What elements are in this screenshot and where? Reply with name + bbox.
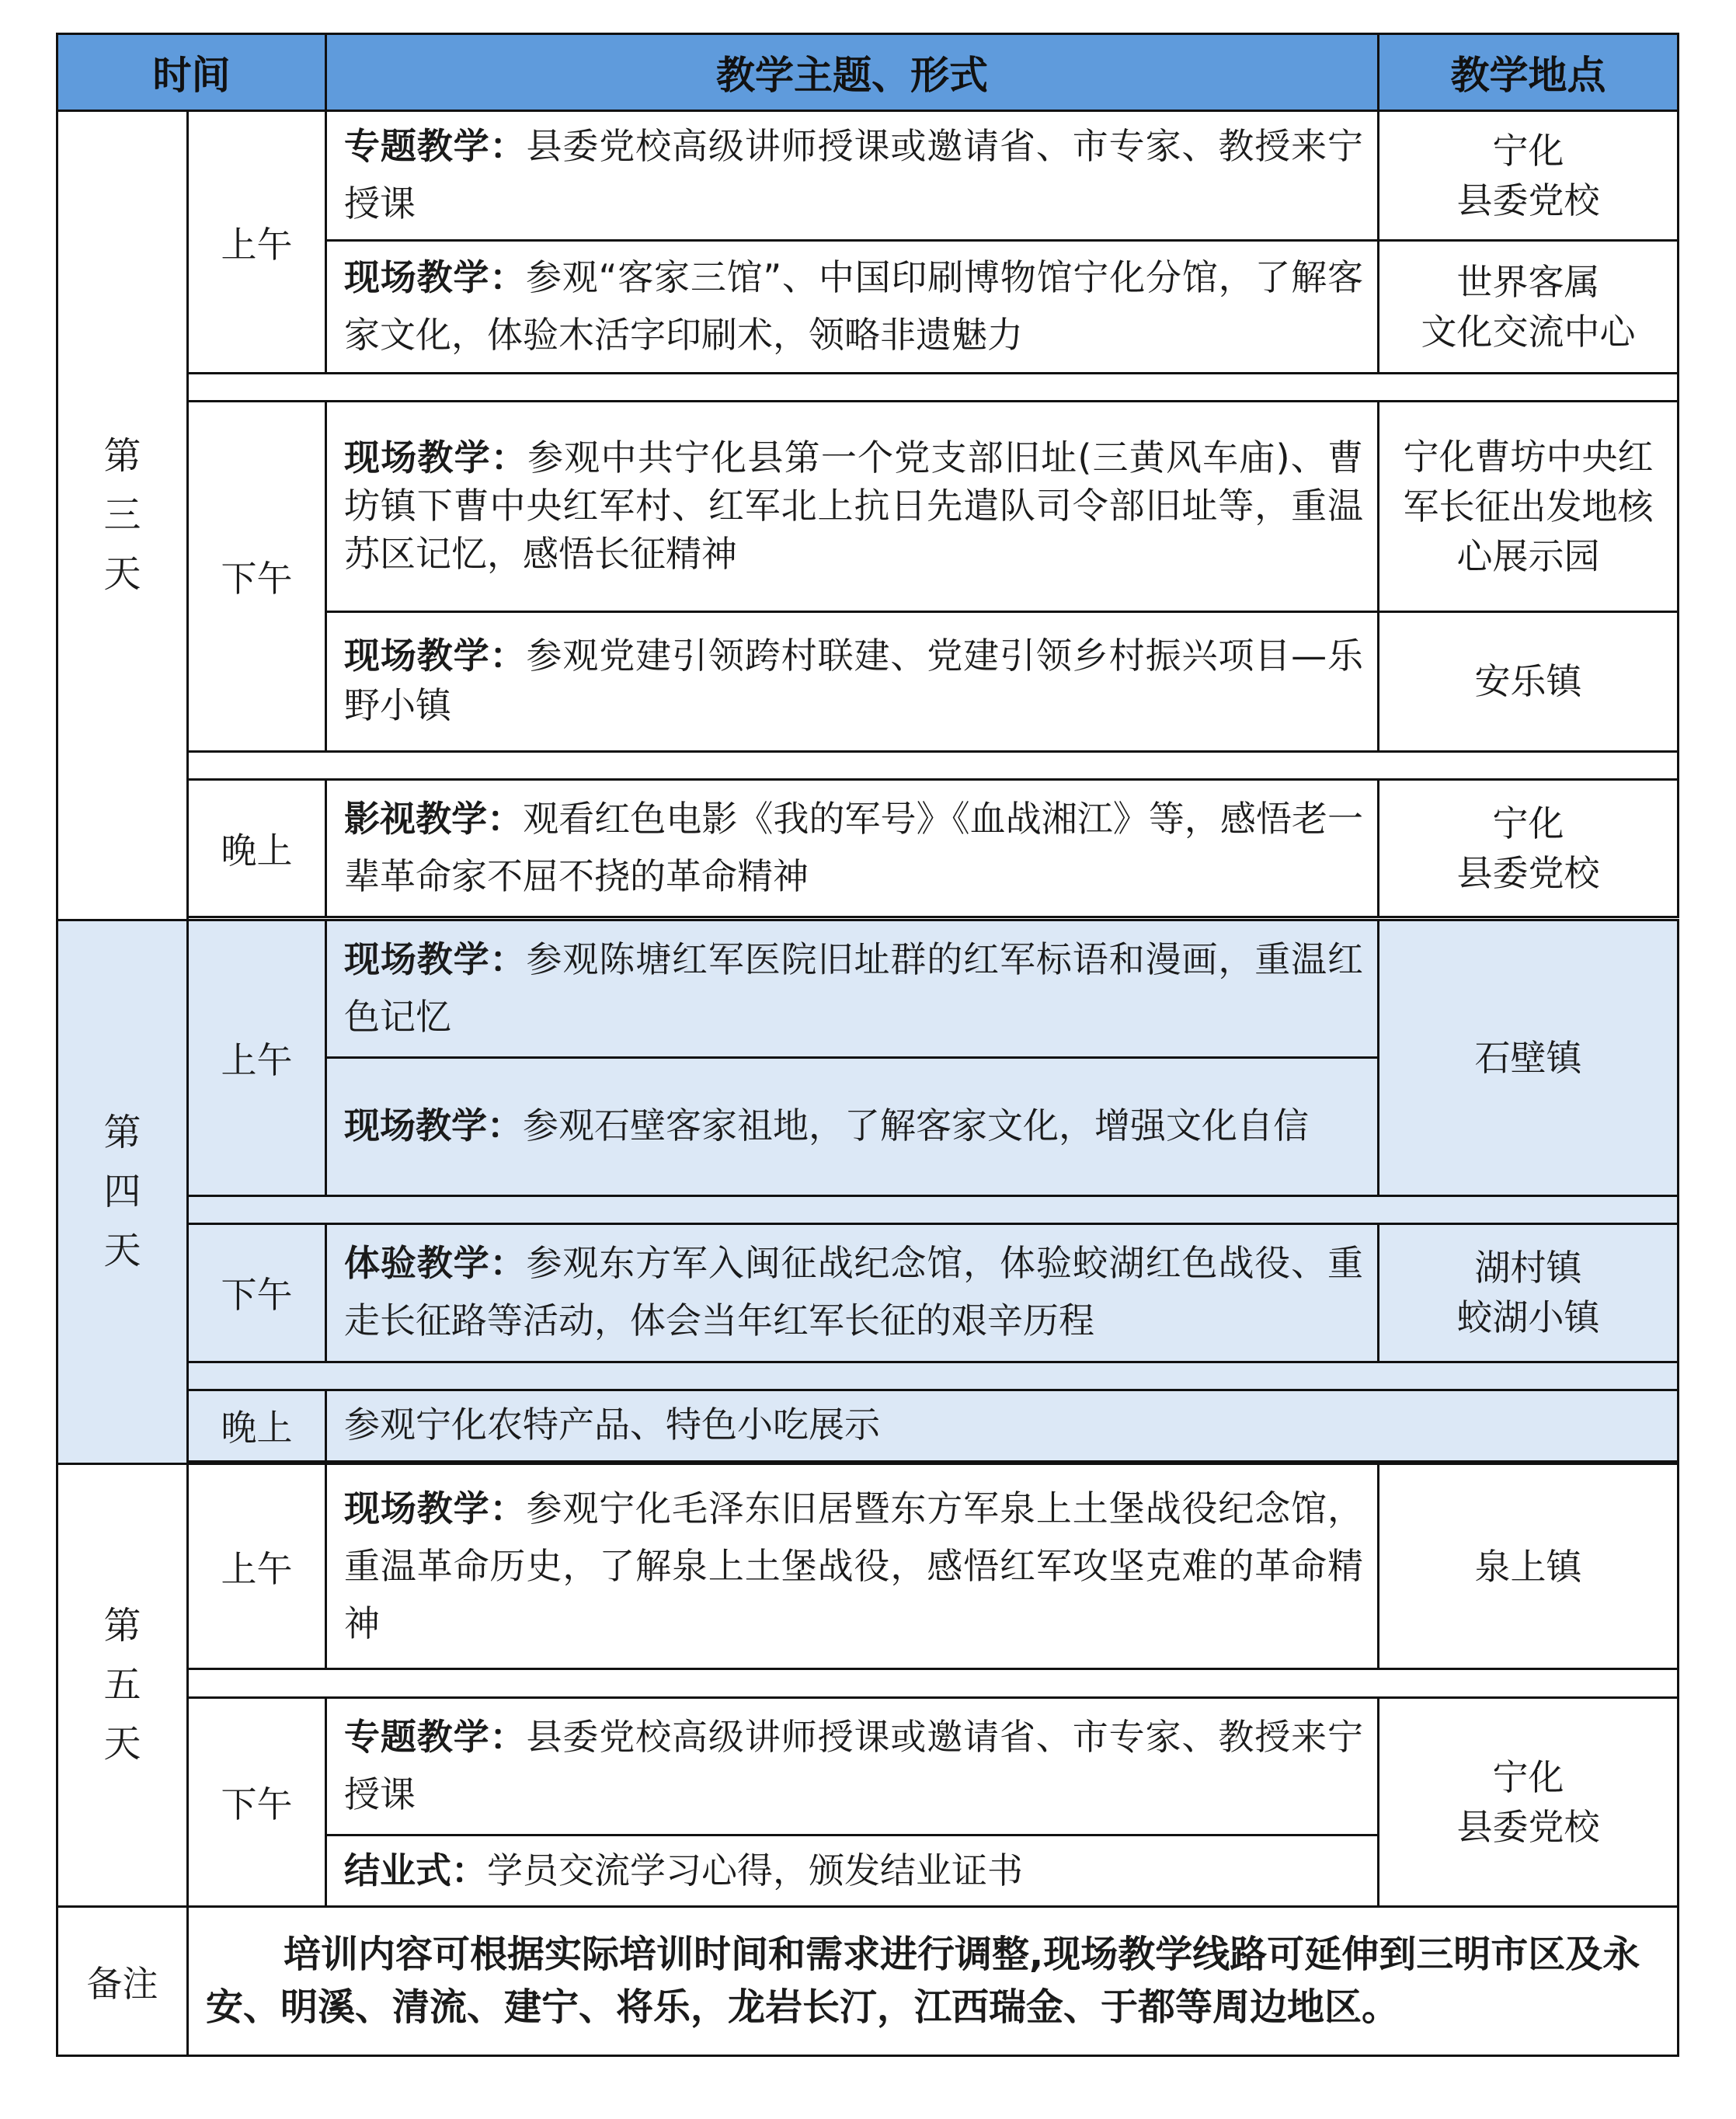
table-row	[57, 111, 1679, 241]
topic-cell: 现场教学：参观陈塘红军医院旧址群的红军标语和漫画，重温红色记忆	[326, 920, 1379, 1058]
topic-cell: 现场教学：参观石壁客家祖地，了解客家文化，增强文化自信	[326, 1058, 1379, 1196]
topic-cell: 影视教学：观看红色电影《我的军号》《血战湘江》等，感悟老一辈革命家不屈不挠的革命精神	[326, 779, 1379, 917]
topic-cell: 现场教学：参观中共宁化县第一个党支部旧址(三黄风车庙)、曹坊镇下曹中央红军村、红军北上抗日先遣队司令部旧址等，重温苏区记忆，感悟长征精神	[326, 402, 1379, 611]
note-label: 备注	[57, 1907, 188, 2056]
session-label: 晚上	[188, 779, 326, 917]
topic-cell: 体验教学：参观东方军入闽征战纪念馆，体验蛟湖红色战役、重走长征路等活动，体会当年红军长征的艰辛历程	[326, 1224, 1379, 1362]
day-label-5: 第 五 天	[57, 1463, 188, 1906]
topic-cell: 专题教学：县委党校高级讲师授课或邀请省、市专家、教授来宁授课	[326, 1697, 1379, 1835]
topic-cell: 参观宁化农特产品、特色小吃展示	[326, 1390, 1679, 1462]
topic-cell: 专题教学：县委党校高级讲师授课或邀请省、市专家、教授来宁授课	[326, 111, 1379, 241]
spacer-row	[57, 1195, 1679, 1223]
place-cell: 宁化 县委党校	[1379, 111, 1679, 241]
spacer-row	[57, 1362, 1679, 1390]
table-row	[57, 1463, 1679, 1668]
session-label: 上午	[188, 1463, 326, 1668]
place-cell: 宁化曹坊中央红 军长征出发地核 心展示园	[1379, 402, 1679, 611]
day-label-3: 第 三 天	[57, 111, 188, 920]
spacer-row	[57, 751, 1679, 779]
place-cell: 湖村镇 蛟湖小镇	[1379, 1224, 1679, 1362]
spacer-row	[57, 1669, 1679, 1697]
table-row	[57, 1224, 1679, 1362]
topic-cell: 结业式：学员交流学习心得，颁发结业证书	[326, 1835, 1379, 1907]
header-row	[57, 34, 1679, 111]
header-time: 时间	[57, 34, 326, 111]
topic-cell: 现场教学：参观“客家三馆”、中国印刷博物馆宁化分馆，了解客家文化，体验木活字印刷术，领略非遗魅力	[326, 240, 1379, 374]
topic-cell: 现场教学：参观党建引领跨村联建、党建引领乡村振兴项目—乐野小镇	[326, 611, 1379, 751]
place-cell: 世界客属 文化交流中心	[1379, 240, 1679, 374]
table-row	[57, 779, 1679, 917]
table-row	[57, 1390, 1679, 1462]
table-row	[57, 920, 1679, 1058]
note-text: 培训内容可根据实际培训时间和需求进行调整,现场教学线路可延伸到三明市区及永安、明溪、清流、建宁、将乐，龙岩长汀，江西瑞金、于都等周边地区。	[188, 1907, 1679, 2056]
topic-cell: 现场教学：参观宁化毛泽东旧居暨东方军泉上土堡战役纪念馆，重温革命历史，了解泉上土堡战役，感悟红军攻坚克难的革命精神	[326, 1463, 1379, 1668]
place-cell: 石壁镇	[1379, 920, 1679, 1195]
table-row	[57, 402, 1679, 611]
place-cell: 安乐镇	[1379, 611, 1679, 751]
session-label: 上午	[188, 920, 326, 1195]
session-label: 晚上	[188, 1390, 326, 1462]
note-row	[57, 1907, 1679, 2056]
day-label-4: 第 四 天	[57, 920, 188, 1463]
place-cell: 泉上镇	[1379, 1463, 1679, 1668]
spacer-row	[57, 374, 1679, 402]
place-cell: 宁化 县委党校	[1379, 1697, 1679, 1906]
place-cell: 宁化 县委党校	[1379, 779, 1679, 917]
schedule-table	[56, 33, 1679, 2057]
header-topic: 教学主题、形式	[326, 34, 1379, 111]
session-label: 下午	[188, 402, 326, 751]
session-label: 上午	[188, 111, 326, 374]
table-row	[57, 1697, 1679, 1835]
session-label: 下午	[188, 1697, 326, 1906]
session-label: 下午	[188, 1224, 326, 1362]
header-place: 教学地点	[1379, 34, 1679, 111]
